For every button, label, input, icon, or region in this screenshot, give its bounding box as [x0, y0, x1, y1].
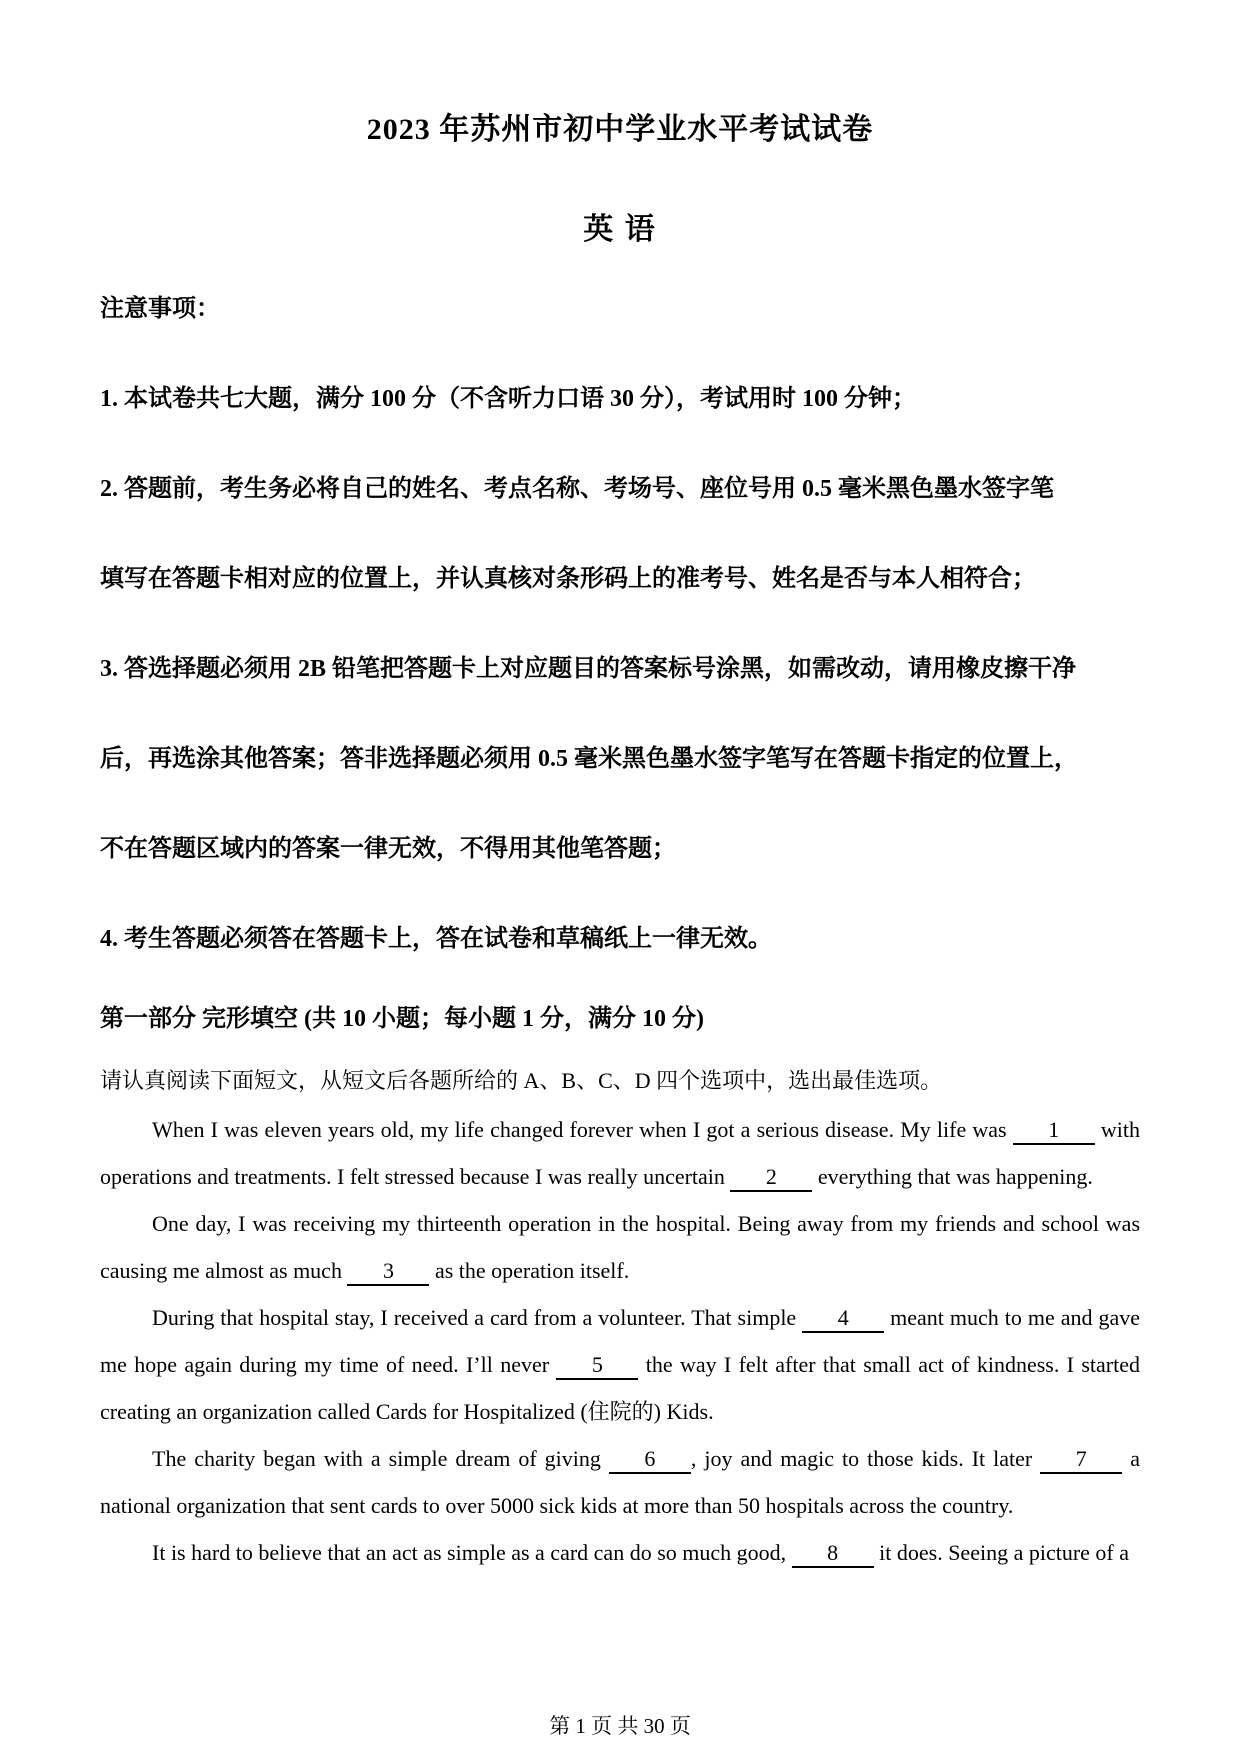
notice-line-3-cont-1: 后，再选涂其他答案；答非选择题必须用 0.5 毫米黑色墨水签字笔写在答题卡指定的位置上，	[100, 746, 1078, 772]
section-intro: 请认真阅读下面短文，从短文后各题所给的 A、B、C、D 四个选项中，选出最佳选项。	[100, 1068, 943, 1093]
passage-text: It is hard to believe that an act as simple as a card can do so much good,	[152, 1540, 792, 1565]
notice-line-3-cont-2: 不在答题区域内的答案一律无效，不得用其他笔答题；	[100, 836, 676, 862]
notice-line-2-cont: 填写在答题卡相对应的位置上，并认真核对条形码上的准考号、姓名是否与本人相符合；	[100, 566, 1036, 592]
cloze-blank-6: 6	[609, 1446, 691, 1474]
passage-text: One day, I was receiving my thirteenth operation in the hospital. Being away from my friends and school was causing me almost as much	[100, 1211, 1140, 1283]
passage-text: During that hospital stay, I received a card from a volunteer. That simple	[152, 1305, 803, 1330]
cloze-blank-3: 3	[347, 1258, 429, 1286]
cloze-blank-4: 4	[802, 1305, 884, 1333]
notice-line-2: 2. 答题前，考生务必将自己的姓名、考点名称、考场号、座位号用 0.5 毫米黑色墨水签字笔	[100, 476, 1054, 502]
cloze-passage	[100, 1106, 1140, 1576]
passage-text: meant much to me and gave me hope again during my time of need. I’ll never	[100, 1305, 1140, 1377]
notice-line-4: 4. 考生答题必须答在答题卡上，答在试卷和草稿纸上一律无效。	[100, 926, 772, 952]
cloze-blank-2: 2	[730, 1164, 812, 1192]
passage-paragraph-5	[100, 1529, 1140, 1576]
passage-paragraph-2	[100, 1200, 1140, 1294]
passage-text: The charity began with a simple dream of giving	[152, 1446, 609, 1471]
passage-text: a national organization that sent cards to over 5000 sick kids at more than 50 hospitals across the country.	[100, 1446, 1141, 1518]
passage-text: the way I felt after that small act of kindness. I started creating an organization called Cards for Hospitalized (住院的) Kids.	[100, 1352, 1140, 1424]
passage-text: When I was eleven years old, my life changed forever when I got a serious disease. My life was	[152, 1117, 1013, 1142]
notice-line-1: 1. 本试卷共七大题，满分 100 分（不含听力口语 30 分），考试用时 100 分钟；	[100, 386, 916, 412]
cloze-blank-1: 1	[1013, 1117, 1095, 1145]
cloze-blank-5: 5	[556, 1352, 638, 1380]
notice-line-3: 3. 答选择题必须用 2B 铅笔把答题卡上对应题目的答案标号涂黑，如需改动，请用橡皮擦干净	[100, 656, 1077, 682]
passage-text: everything that was happening.	[812, 1164, 1093, 1189]
page-title: 2023 年苏州市初中学业水平考试试卷	[366, 113, 874, 146]
passage-text: it does. Seeing a picture of a	[873, 1540, 1130, 1565]
passage-paragraph-4	[100, 1435, 1140, 1529]
section-heading: 第一部分 完形填空 (共 10 小题；每小题 1 分，满分 10 分)	[100, 1006, 704, 1032]
passage-text: with operations and treatments. I felt stressed because I was really uncertain	[100, 1117, 1140, 1189]
subject-title: 英 语	[583, 213, 657, 246]
notice-heading: 注意事项：	[100, 296, 220, 322]
passage-text: , joy and magic to those kids. It later	[690, 1446, 1041, 1471]
passage-paragraph-3	[100, 1294, 1140, 1435]
page-footer: 第 1 页 共 30 页	[549, 1714, 691, 1738]
cloze-blank-7: 7	[1040, 1446, 1122, 1474]
cloze-blank-8: 8	[792, 1540, 874, 1568]
passage-text: as the operation itself.	[429, 1258, 630, 1283]
passage-paragraph-1	[100, 1106, 1140, 1200]
